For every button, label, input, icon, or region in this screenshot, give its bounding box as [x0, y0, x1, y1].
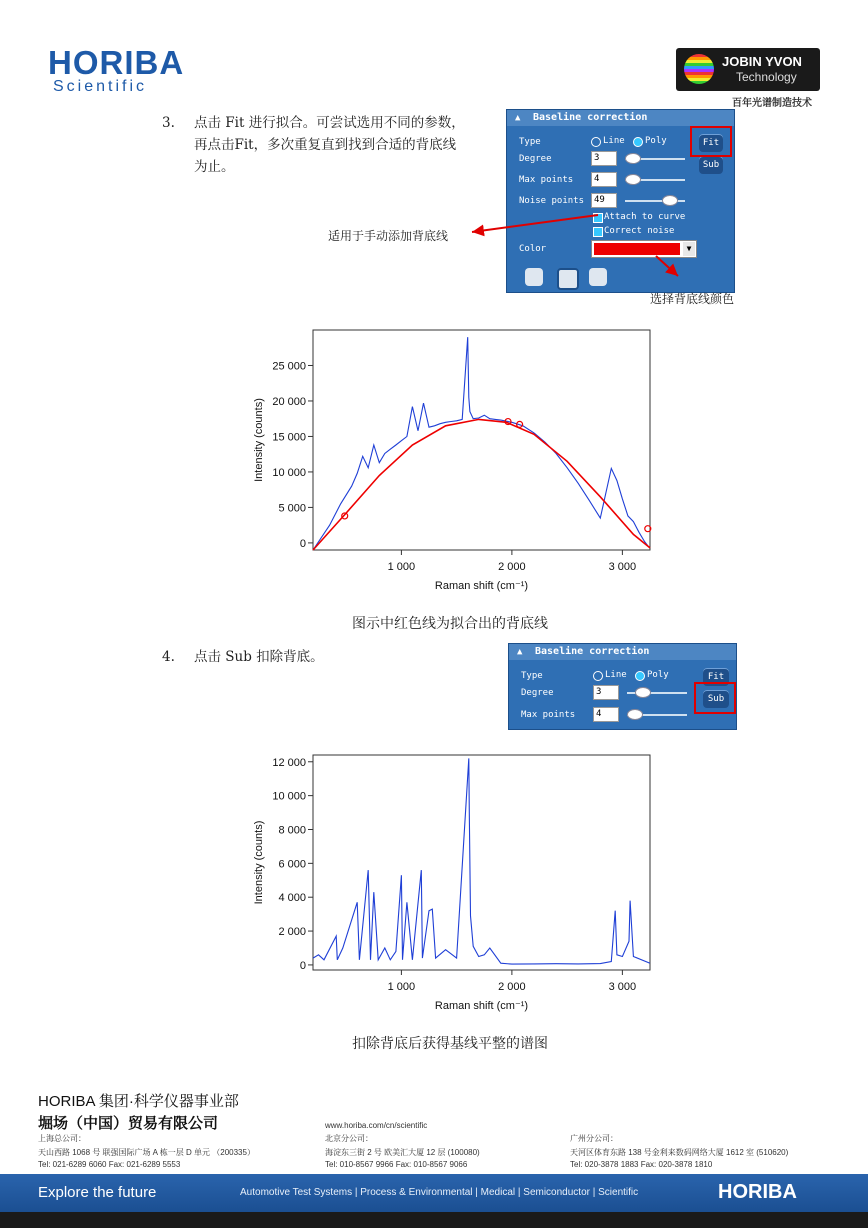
panel2-sub-button[interactable]: Sub — [703, 690, 729, 708]
noise-points-label: Noise points — [519, 196, 585, 206]
chart1-xtick-label: 3 000 — [608, 561, 637, 573]
chart-with-baseline — [240, 320, 660, 595]
sub-button[interactable]: Sub — [699, 156, 723, 174]
max-points-label: Max points — [519, 175, 574, 185]
choose-color-annotation: 选择背底线颜色 — [650, 292, 735, 306]
degree-field[interactable]: 3 — [591, 151, 617, 166]
chart1-ytick-label: 15 000 — [272, 431, 306, 444]
annotation-arrows — [0, 0, 868, 320]
panel2-max-points-field[interactable]: 4 — [593, 707, 619, 722]
max-points-field[interactable]: 4 — [591, 172, 617, 187]
step3-line2: 再点击Fit，多次重复直到找到合适的背底线 — [194, 137, 457, 153]
chart2-plot-frame — [313, 755, 650, 970]
horiba-logo: HORIBA — [48, 44, 185, 81]
chart2-y-axis-label: Intensity (counts) — [253, 820, 265, 905]
chart1-caption: 图示中红色线为拟合出的背底线 — [352, 616, 548, 632]
footer-website[interactable]: www.horiba.com/cn/scientific — [325, 1121, 428, 1130]
horiba-logo-subtitle: Scientific — [53, 78, 148, 95]
chart2-ytick-label: 4 000 — [278, 892, 306, 905]
arrow-to-attach — [472, 215, 598, 232]
chart1-xtick-label: 2 000 — [498, 561, 526, 573]
chart-after-subtraction — [240, 745, 660, 1015]
footer-horiba-logo: HORIBA — [718, 1181, 797, 1203]
chart1-ytick-label: 25 000 — [272, 360, 306, 373]
footer-divisions: Automotive Test Systems | Process & Environmental | Medical | Semiconductor | Scientific — [240, 1187, 639, 1198]
chart2-xtick-label: 2 000 — [498, 981, 526, 993]
baseline-correction-panel-2 — [508, 643, 737, 730]
panel2-title: ▲ Baseline correction — [509, 644, 736, 660]
chart2-xtick-label: 3 000 — [608, 981, 637, 993]
footer-banner — [0, 1174, 868, 1212]
manual-baseline-annotation: 适用于手动添加背底线 — [328, 229, 449, 243]
correct-noise-label: Correct noise — [604, 226, 675, 236]
chart2-ytick-label: 0 — [299, 959, 306, 972]
panel-title: ▲ Baseline correction — [507, 110, 734, 126]
color-label: Color — [519, 244, 547, 254]
chevron-down-icon[interactable]: ▼ — [683, 242, 695, 256]
poly-radio-label: Poly — [645, 136, 667, 146]
footer-bj-tel: Tel: 010-8567 9966 Fax: 010-8567 9066 — [325, 1160, 468, 1169]
step4-text: 点击 Sub 扣除背底。 — [194, 649, 324, 665]
footer-sh-tel: Tel: 021-6289 6060 Fax: 021-6289 5553 — [38, 1160, 181, 1169]
chart1-ytick-label: 5 000 — [278, 502, 306, 515]
chart1-ytick-label: 20 000 — [272, 395, 306, 408]
step3-number: 3. — [162, 115, 175, 131]
footer-bottom-bar — [0, 1212, 868, 1228]
panel2-poly-label: Poly — [647, 670, 669, 680]
fit-button[interactable]: Fit — [699, 134, 723, 152]
chart2-ytick-label: 2 000 — [278, 926, 306, 939]
chart2-ytick-label: 10 000 — [272, 790, 306, 803]
partner-technology: Technology — [736, 70, 797, 84]
footer-sh-addr: 天山西路 1068 号 联强国际广场 A 栋一层 D 单元 （200335） — [38, 1148, 255, 1157]
panel2-degree-knob[interactable] — [635, 687, 651, 698]
footer-company-1: HORIBA 集团·科学仪器事业部 — [38, 1093, 239, 1110]
panel2-poly-radio[interactable] — [635, 671, 645, 681]
attach-to-curve-label: Attach to curve — [604, 212, 686, 222]
panel2-max-points-label: Max points — [521, 710, 576, 720]
degree-label: Degree — [519, 154, 552, 164]
chart1-y-axis-label: Intensity (counts) — [253, 398, 265, 482]
noise-points-field[interactable]: 49 — [591, 193, 617, 208]
footer-bj-title: 北京分公司： — [325, 1134, 373, 1143]
chart2-ytick-label: 12 000 — [272, 756, 306, 769]
line-radio-label: Line — [603, 136, 625, 146]
footer-company-2: 堀场（中国）贸易有限公司 — [38, 1115, 219, 1132]
panel2-degree-label: Degree — [521, 688, 554, 698]
step3-line3: 为止。 — [194, 159, 235, 175]
type-label: Type — [519, 137, 541, 147]
footer-bj-addr: 海淀东三街 2 号 欧美汇大厦 12 层 (100080) — [325, 1148, 480, 1157]
footer-gz-addr: 天河区体育东路 138 号金利来数码网络大厦 1612 室 (510620) — [570, 1148, 789, 1157]
footer-slogan: Explore the future — [38, 1184, 157, 1201]
panel2-type-label: Type — [521, 671, 543, 681]
chart1-ytick-label: 10 000 — [272, 466, 306, 479]
chart1-ytick-label: 0 — [299, 537, 306, 550]
sub-highlight-box — [694, 682, 736, 714]
panel2-line-label: Line — [605, 670, 627, 680]
chart1-xtick-label: 1 000 — [387, 561, 416, 573]
partner-name: JOBIN YVON — [722, 54, 802, 69]
panel2-degree-field[interactable]: 3 — [593, 685, 619, 700]
chart2-x-axis-label: Raman shift (cm⁻¹) — [434, 1000, 529, 1012]
footer-gz-title: 广州分公司： — [570, 1134, 618, 1143]
chart1-x-axis-label: Raman shift (cm⁻¹) — [434, 580, 529, 592]
chart2-xtick-label: 1 000 — [387, 981, 416, 993]
step4-number: 4. — [162, 649, 175, 665]
panel2-fit-button[interactable]: Fit — [703, 668, 729, 686]
chart2-caption: 扣除背底后获得基线平整的谱图 — [352, 1036, 548, 1052]
partner-tagline: 百年光谱制造技术 — [732, 98, 812, 109]
footer-gz-tel: Tel: 020-3878 1883 Fax: 020-3878 1810 — [570, 1160, 713, 1169]
panel2-max-points-knob[interactable] — [627, 709, 643, 720]
arrow-to-color — [656, 256, 678, 276]
chart2-ytick-label: 8 000 — [278, 824, 306, 837]
step3-line1: 点击 Fit 进行拟合。可尝试选用不同的参数， — [194, 115, 465, 131]
chart2-ytick-label: 6 000 — [278, 858, 306, 871]
footer-sh-title: 上海总公司： — [38, 1134, 86, 1143]
panel2-line-radio[interactable] — [593, 671, 603, 681]
